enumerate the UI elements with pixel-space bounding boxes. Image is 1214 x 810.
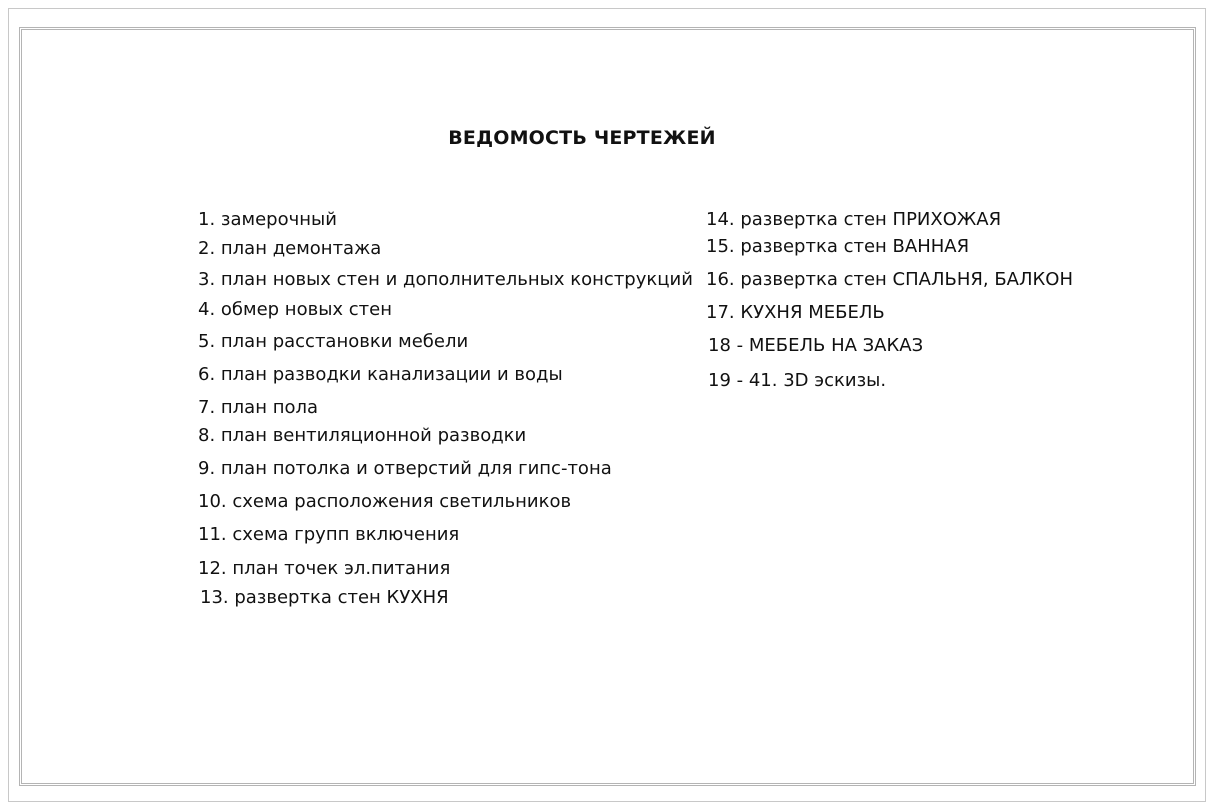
list-item: 6. план разводки канализации и воды (198, 364, 563, 385)
list-item: 5. план расстановки мебели (198, 331, 469, 352)
document-title: ВЕДОМОСТЬ ЧЕРТЕЖЕЙ (448, 127, 716, 149)
list-item: 19 - 41. 3D эскизы. (708, 370, 887, 391)
list-item: 10. схема расположения светильников (198, 491, 572, 512)
list-item: 4. обмер новых стен (198, 299, 393, 320)
list-item: 14. развертка стен ПРИХОЖАЯ (706, 209, 1002, 230)
list-item: 8. план вентиляционной разводки (198, 425, 527, 446)
list-item: 3. план новых стен и дополнительных конструкций (198, 269, 693, 290)
list-item: 1. замерочный (198, 209, 337, 230)
list-item: 7. план пола (198, 397, 319, 418)
list-item: 2. план демонтажа (198, 238, 382, 259)
list-item: 12. план точек эл.питания (198, 558, 451, 579)
list-item: 15. развертка стен ВАННАЯ (706, 236, 970, 257)
list-item: 18 - МЕБЕЛЬ НА ЗАКАЗ (708, 335, 924, 356)
list-item: 13. развертка стен КУХНЯ (200, 587, 449, 608)
list-item: 17. КУХНЯ МЕБЕЛЬ (706, 302, 885, 323)
list-item: 16. развертка стен СПАЛЬНЯ, БАЛКОН (706, 269, 1074, 290)
list-item: 11. схема групп включения (198, 524, 460, 545)
list-item: 9. план потолка и отверстий для гипс-тона (198, 458, 612, 479)
